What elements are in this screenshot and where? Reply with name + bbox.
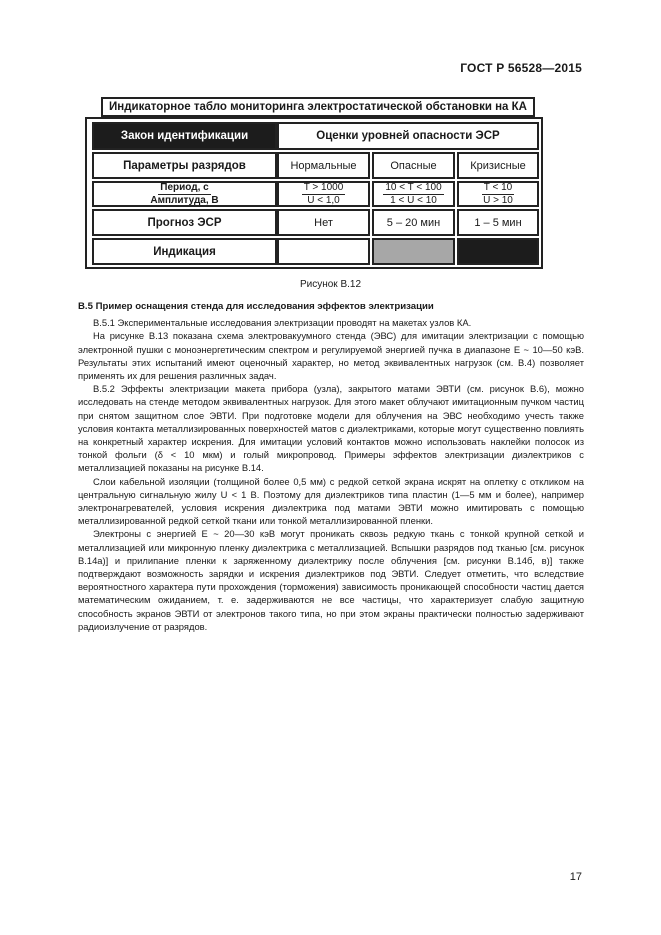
forecast-dangerous-cell: 5 – 20 мин: [372, 209, 455, 236]
crisis-period-cell: [457, 181, 539, 207]
level-dangerous-cell: Опасные: [372, 152, 455, 179]
crisis-amplitude-value: U > 10: [483, 194, 513, 206]
forecast-label-cell: Прогноз ЭСР: [92, 209, 277, 236]
period-amplitude-label-cell: [92, 181, 277, 207]
assessment-header-cell: Оценки уровней опасности ЭСР: [277, 122, 539, 150]
document-header: ГОСТ Р 56528—2015: [460, 61, 582, 75]
indicator-panel: [85, 117, 543, 269]
period-label: Период, с: [160, 181, 209, 193]
figure-title: Индикаторное табло мониторинга электростатической обстановки на КА: [101, 97, 535, 117]
indication-label-cell: Индикация: [92, 238, 277, 265]
amplitude-label: Амплитуда, В: [150, 194, 219, 206]
parameters-label-cell: Параметры разрядов: [92, 152, 277, 179]
forecast-normal-cell: Нет: [277, 209, 370, 236]
crisis-period-value: T < 10: [483, 181, 513, 193]
section-body: [78, 300, 584, 633]
paragraph-5: Электроны с энергией E ~ 20—30 кэВ могут проникать сквозь редкую ткань с тонкой крупной сеткой и металлизацией или микронную пленку диэлектрика с металлизацией. Вспышки разрядов под тканью [см. рисунок В.14а)] и прилипание пленки к заряженному диэлектрику после облучения [см. рисунки В.14б, в)] также подтверждают возможность зарядки и искрения диэлектриков под ЭВТИ. Следует отметить, что вследствие вероятностного характера пути прохождения (торможения) зависимость проникающей способности частиц дается математическим ожиданием, т. е. задерживаются не все частицы, что характеризует слабую защитную способность экранов ЭВТИ от электронов такого типа, но при этом экраны практически полностью задерживают радиоизлучение от разрядов.: [78, 528, 584, 632]
indicator-dangerous-lamp: [372, 238, 455, 265]
figure-caption: Рисунок В.12: [299, 279, 362, 290]
level-normal-cell: Нормальные: [277, 152, 370, 179]
indicator-normal-lamp: [277, 238, 370, 265]
normal-amplitude-value: U < 1,0: [307, 194, 340, 206]
page-number: 17: [569, 871, 582, 883]
paragraph-2: На рисунке В.13 показана схема электровакуумного стенда (ЭВС) для имитации электризации с помощью электронной пушки с моноэнергетическим спектром и регулируемой энергией пучка в диапазоне E ~ 10—50 кэВ. Результаты этих испытаний имеют оценочный характер, но метод эквивалентных нагрузок (см. В.4) позволяет применять их для решения различных задач.: [78, 330, 584, 382]
dangerous-amplitude-value: 1 < U < 10: [390, 194, 437, 206]
level-crisis-cell: Кризисные: [457, 152, 539, 179]
identification-law-cell: Закон идентификации: [92, 122, 277, 150]
paragraph-3: В.5.2 Эффекты электризации макета прибора (узла), закрытого матами ЭВТИ (см. рисунок В.6), можно исследовать на стенде методом эквивалентных нагрузок. Для этого макет облучают имитационным пучком частиц при снятом защитном слое ЭВТИ. При подготовке модели для облучения на ЭВС необходимо учесть также условия контакта металлизированных поверхностей матов с диэлектриками, которые могут существенно повлиять на конкретный характер искрения. Для имитации условий контактов можно использовать наклейки полосок из тонкой фольги (δ < 10 мкм) и голый микропровод. Примеры эффектов электризации диэлектриков с металлизацией показаны на рисунке В.14.: [78, 383, 584, 474]
dangerous-period-value: 10 < T < 100: [385, 181, 442, 193]
normal-period-value: T > 1000: [303, 181, 344, 193]
section-heading: В.5 Пример оснащения стенда для исследования эффектов электризации: [78, 301, 434, 312]
indicator-crisis-lamp: [457, 238, 539, 265]
forecast-crisis-cell: 1 – 5 мин: [457, 209, 539, 236]
normal-period-cell: [277, 181, 370, 207]
paragraph-1: В.5.1 Экспериментальные исследования электризации проводят на макетах узлов КА.: [93, 317, 472, 329]
paragraph-4: Слои кабельной изоляции (толщиной более 0,5 мм) с редкой сеткой экрана искрят на оплетку с откликом на центральную сигнальную жилу U < 1 В. Поэтому для диэлектриков типа пластин (1—5 мм и более), например электронагревателей, условия искрения диэлектрика под матами ЭВТИ можно имитировать с помощью металлизированной редкой сеткой ткани или тонкой металлизированной пленки.: [78, 475, 584, 527]
dangerous-period-cell: [372, 181, 455, 207]
